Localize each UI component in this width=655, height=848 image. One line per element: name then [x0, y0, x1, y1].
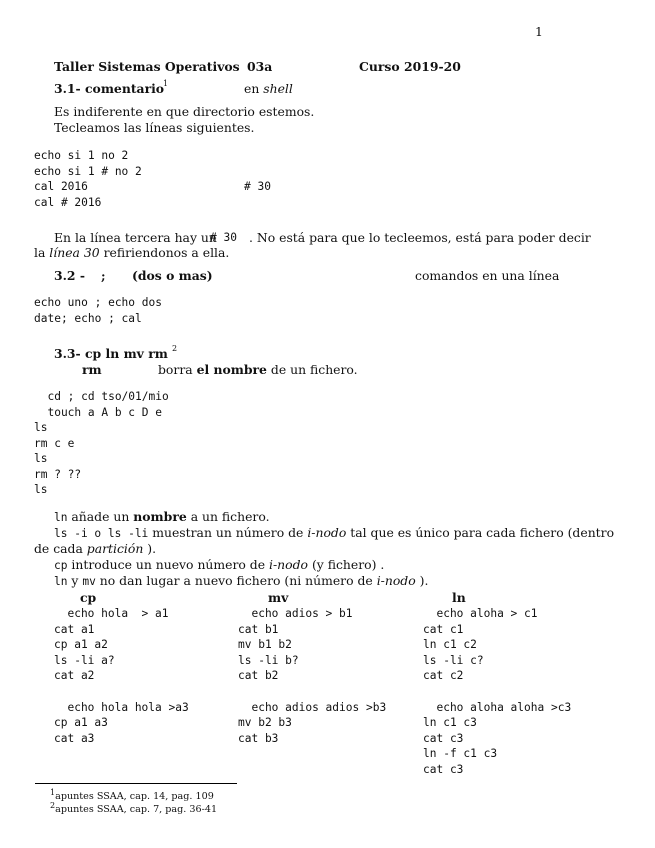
s1-code-line-1: echo si 1 no 2	[34, 149, 129, 162]
section-3-1-title: 3.1- comentario	[54, 81, 165, 96]
footnote-mark-2: 2	[172, 344, 178, 353]
s3-code-line-3: ls	[34, 421, 48, 434]
rm-label: rm	[82, 362, 102, 377]
section-3-2-right: comandos en una línea	[415, 268, 560, 283]
code-line: ls -li b?	[238, 653, 299, 667]
section-3-1-shell: en shell	[244, 81, 293, 96]
code-line: ls -li a?	[54, 653, 115, 667]
code-line: cat c3	[423, 731, 464, 745]
s1-code-comment: # 30	[244, 180, 271, 193]
s1-explain-2: la línea 30 refiriendonos a ella.	[34, 245, 230, 260]
code-line: echo aloha aloha >c3	[423, 700, 572, 714]
footnote-rule	[35, 783, 237, 784]
footnote-1: $^1$apuntes SSAA, cap. 14, pag. 109	[50, 788, 214, 803]
s3-code-line-6: rm ? ??	[34, 468, 82, 481]
s3-code-line-1: cd ; cd tso/01/mio	[34, 390, 169, 403]
code-line: echo aloha > c1	[423, 607, 538, 620]
code-line	[54, 684, 189, 700]
code-line: ls -li c?	[423, 653, 484, 667]
section-3-2-subtitle: (dos o mas)	[132, 268, 213, 283]
s3-code-line-2: touch a A b c D e	[34, 406, 162, 419]
s1-explain-code: # 30	[210, 231, 237, 244]
rm-description: borra el nombre de un fichero.	[158, 362, 358, 377]
code-line: cat c1	[423, 622, 464, 636]
course-code: 03a	[247, 59, 273, 74]
code-line: ln c1 c3	[423, 716, 477, 730]
code-line: ln c1 c2	[423, 638, 477, 652]
s1-code-line-3: cal 2016	[34, 180, 88, 193]
s1-explain-1a: En la línea tercera hay un	[54, 230, 217, 245]
code-line: cat a2	[54, 669, 95, 683]
col-head-mv: mv	[268, 590, 289, 605]
s2-code-line-2: date; echo ; cal	[34, 312, 142, 325]
code-line: echo adios adios >b3	[238, 700, 387, 714]
code-line: cat c3	[423, 762, 464, 776]
code-line	[238, 684, 386, 700]
section-3-3-title: 3.3- cp ln mv rm	[54, 346, 168, 361]
mv-column	[238, 606, 386, 746]
s1-para-1: Es indiferente en que directorio estemos.	[54, 104, 315, 119]
s3-code-line-4: rm c e	[34, 437, 75, 450]
code-line: cat a1	[54, 622, 95, 636]
ln-description: ln añade un nombre a un fichero.	[54, 509, 270, 524]
code-line: ln -f c1 c3	[423, 747, 498, 761]
ln-mv-description: ln y mv no dan lugar a nuevo fichero (ni número de i-nodo ).	[54, 573, 429, 588]
s2-code-line-1: echo uno ; echo dos	[34, 296, 162, 309]
code-line: mv b1 b2	[238, 638, 292, 652]
col-head-cp: cp	[80, 590, 97, 605]
cp-column	[54, 606, 189, 746]
code-line: cp a1 a2	[54, 638, 108, 652]
col-head-ln: ln	[452, 590, 466, 605]
ls-description: ls -i o ls -li muestran un número de i-nodo tal que es único para cada fichero (dentro	[54, 525, 615, 540]
s3-code-line-5: ls	[34, 452, 48, 465]
code-line: echo hola hola >a3	[54, 700, 189, 714]
course-year: Curso 2019-20	[359, 59, 461, 74]
code-line: echo adios > b1	[238, 607, 353, 620]
s3-code-line-7: ls	[34, 483, 48, 496]
s1-code-line-2: echo si 1 # no 2	[34, 165, 142, 178]
page-number: 1	[535, 24, 543, 39]
footnote-2: $^2$apuntes SSAA, cap. 7, pag. 36-41	[50, 801, 218, 816]
ln-column	[423, 606, 571, 778]
code-line: cat c2	[423, 669, 464, 683]
code-line: cat a3	[54, 731, 95, 745]
code-line: cat b1	[238, 622, 279, 636]
code-line	[423, 684, 571, 700]
s1-code-line-4: cal # 2016	[34, 196, 102, 209]
code-line: cat b2	[238, 669, 279, 683]
footnote-mark-1: 1	[163, 79, 169, 88]
s1-explain-1b: . No está para que lo tecleemos, está para poder decir	[249, 230, 591, 245]
code-line: echo hola > a1	[54, 607, 169, 620]
section-3-2-title: 3.2 -	[54, 268, 86, 283]
cp-description: cp introduce un nuevo número de i-nodo (y fichero) .	[54, 557, 385, 572]
course-title: Taller Sistemas Operativos	[54, 59, 240, 74]
ls-description-2: de cada partición ).	[34, 541, 157, 556]
code-line: mv b2 b3	[238, 716, 292, 730]
code-line: cat b3	[238, 731, 279, 745]
code-line: cp a1 a3	[54, 716, 108, 730]
section-3-2-semicolon: ;	[101, 268, 106, 283]
s1-para-2: Tecleamos las líneas siguientes.	[54, 120, 255, 135]
